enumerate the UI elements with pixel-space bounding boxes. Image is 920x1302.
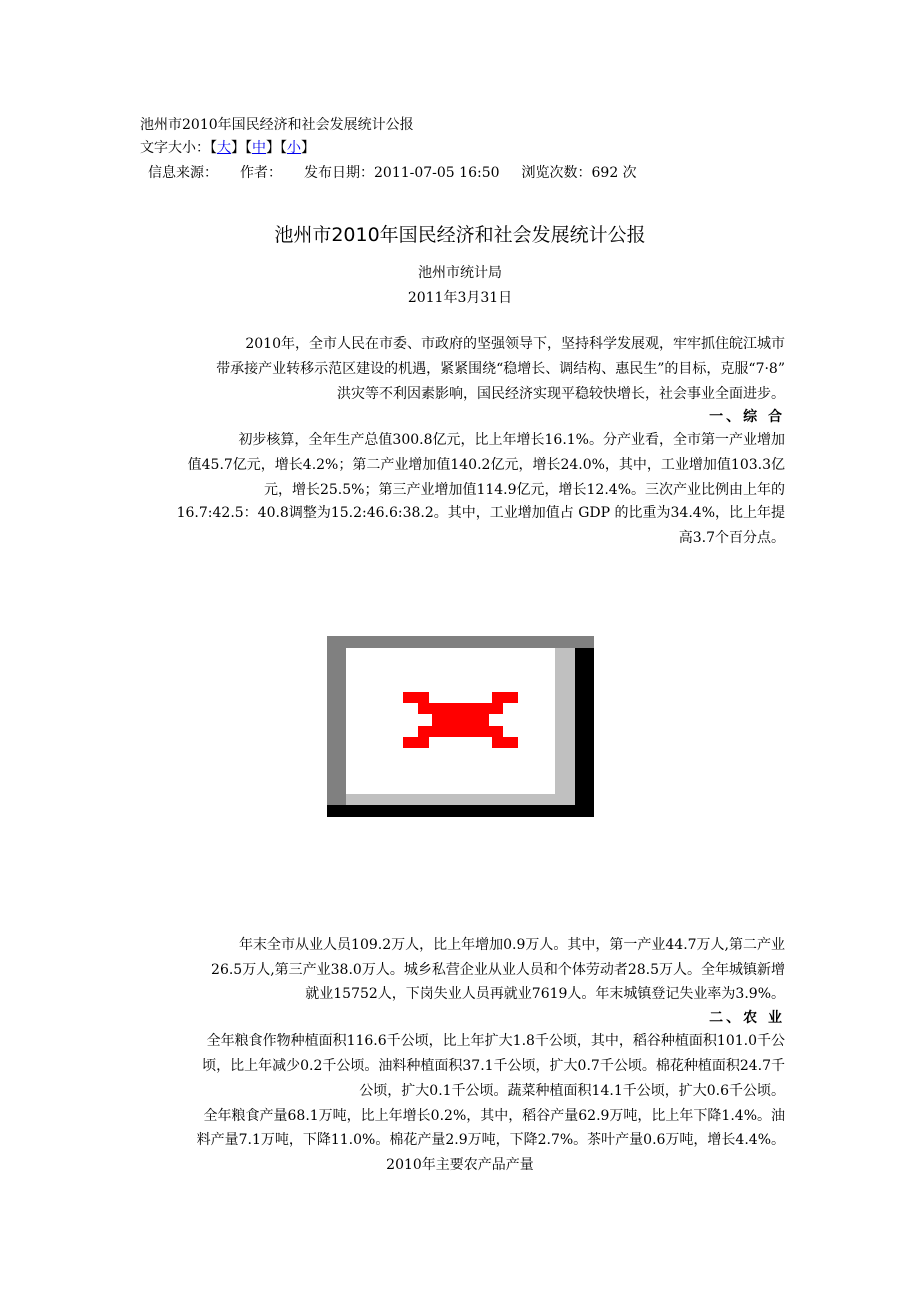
paragraph-line: 带承接产业转移示范区建设的机遇，紧紧围绕“稳增长、调结构、惠民生”的目标，克服“7·8” — [216, 361, 785, 377]
paragraph-line: 料产量7.1万吨，下降11.0%。棉花产量2.9万吨，下降2.7%。茶叶产量0.6万吨，增长4.4%。 — [196, 1132, 785, 1148]
placeholder-shadow-right — [575, 648, 594, 817]
font-size-medium-link[interactable]: 中 — [252, 140, 266, 156]
paragraph-line: 就业15752人，下岗失业人员再就业7619人。年末城镇登记失业率为3.9%。 — [305, 986, 785, 1002]
paragraph-line: 年末全市从业人员109.2万人，比上年增加0.9万人。其中，第一产业44.7万人,第二产业 — [239, 937, 785, 953]
placeholder-bevel-bottom — [346, 794, 575, 805]
section-heading: 一、综 合 — [709, 409, 785, 425]
paragraph-line: 公顷，扩大0.1千公顷。蔬菜种植面积14.1千公顷，扩大0.6千公顷。 — [359, 1083, 785, 1099]
paragraph-line: 2010年，全市人民在市委、市政府的坚强领导下，坚持科学发展观，牢牢抓住皖江城市 — [245, 336, 785, 352]
paragraph-line: 16.7:42.5：40.8调整为15.2:46.6:38.2。其中，工业增加值占 GDP 的比重为34.4%，比上年提 — [176, 505, 785, 521]
publish-date-line: 2011年3月31日 — [407, 290, 513, 306]
image-placeholder — [327, 636, 594, 817]
paragraph-line: 初步核算，全年生产总值300.8亿元，比上年增长16.1%。分产业看，全市第一产业增加 — [238, 432, 785, 448]
font-size-small-link[interactable]: 小 — [287, 140, 301, 156]
font-size-selector: 文字大小：【大】【中】【小】 — [140, 140, 315, 156]
paragraph-line: 高3.7个百分点。 — [678, 530, 785, 546]
broken-image-icon — [403, 692, 518, 748]
publisher: 池州市统计局 — [418, 265, 502, 281]
table-caption: 2010年主要农产品产量 — [386, 1157, 534, 1173]
paragraph-line: 洪灾等不利因素影响，国民经济实现平稳较快增长，社会事业全面进步。 — [337, 386, 785, 402]
author: 作者： — [240, 165, 282, 181]
font-size-large-link[interactable]: 大 — [217, 140, 231, 156]
font-size-label: 文字大小： — [140, 140, 210, 156]
paragraph-line: 顷，比上年减少0.2千公顷。油料种植面积37.1千公顷，扩大0.7千公顷。棉花种植面积24.7千 — [202, 1058, 785, 1074]
paragraph-line: 全年粮食产量68.1万吨，比上年增长0.2%，其中，稻谷产量62.9万吨，比上年下降1.4%。油 — [203, 1108, 785, 1124]
paragraph-line: 元，增长25.5%；第三产业增加值114.9亿元，增长12.4%。三次产业比例由上年的 — [263, 482, 785, 498]
small-title: 池州市2010年国民经济和社会发展统计公报 — [140, 117, 414, 133]
info-source: 信息来源： — [148, 165, 218, 181]
paragraph-line: 值45.7亿元，增长4.2%；第二产业增加值140.2亿元，增长24.0%，其中，工业增加值103.3亿 — [187, 457, 785, 473]
view-count: 浏览次数：692 次 — [521, 165, 637, 181]
article-meta — [148, 162, 659, 182]
publish-date: 发布日期：2011-07-05 16:50 — [304, 165, 500, 181]
article-title: 池州市2010年国民经济和社会发展统计公报 — [274, 224, 646, 246]
paragraph-line: 26.5万人,第三产业38.0万人。城乡私营企业从业人员和个体劳动者28.5万人。全年城镇新增 — [211, 962, 785, 978]
paragraph-line: 全年粮食作物种植面积116.6千公顷，比上年扩大1.8千公顷，其中，稻谷种植面积101.0千公 — [206, 1033, 785, 1049]
section-heading: 二、农 业 — [709, 1010, 785, 1026]
placeholder-bevel-right — [555, 648, 575, 805]
placeholder-shadow-bottom — [327, 805, 594, 817]
